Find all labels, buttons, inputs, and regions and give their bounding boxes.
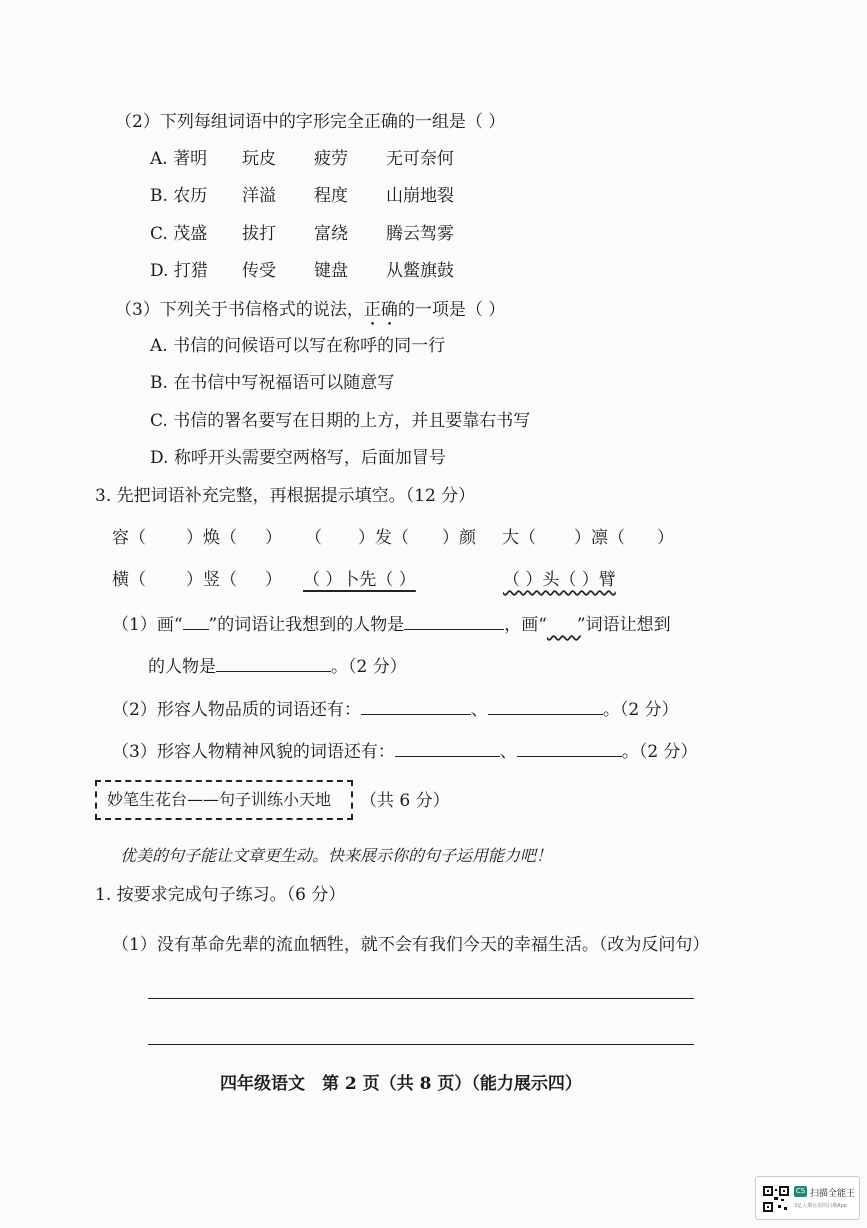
section-intro: 优美的句子能让文章更生动。快来展示你的句子运用能力吧！ bbox=[120, 846, 553, 865]
task-3-sub-2 bbox=[112, 700, 679, 719]
question-3-prompt-start: （3）下列关于书信格式的说法， bbox=[115, 300, 364, 320]
q3-option-c: C. 书信的署名要写在日期的上方，并且要靠右书写 bbox=[150, 411, 531, 431]
sub1-text: 。（2 分） bbox=[331, 657, 407, 677]
task-3-sub-1-cont bbox=[148, 657, 407, 676]
task-1-title: 1. 按要求完成句子练习。（6 分） bbox=[95, 885, 346, 905]
option-c-word-2: 拔打 bbox=[242, 224, 276, 244]
idiom-piece: 容（ bbox=[112, 528, 146, 548]
option-b-word-2: 洋溢 bbox=[242, 186, 276, 206]
task-3-sub-1 bbox=[112, 615, 671, 634]
sub3-end: 。（2 分） bbox=[621, 742, 698, 762]
section-title: 妙笔生花台——句子训练小天地 bbox=[107, 790, 332, 809]
idiom-piece: （ bbox=[305, 528, 322, 548]
option-b-word-3: 程度 bbox=[314, 186, 348, 206]
sub2-text: （2）形容人物品质的词语还有： bbox=[112, 700, 361, 720]
task-3-sub-3 bbox=[112, 742, 698, 761]
question-3-prompt bbox=[115, 300, 505, 330]
answer-blank[interactable] bbox=[216, 657, 331, 672]
answer-blank[interactable] bbox=[404, 615, 504, 630]
option-d-word-4: 从鳖旗鼓 bbox=[386, 261, 454, 281]
answer-blank[interactable] bbox=[361, 700, 471, 715]
idiom-piece: ）凛（ bbox=[574, 528, 625, 548]
option-a-word-2: 玩皮 bbox=[242, 149, 276, 169]
idiom-piece: 横（ bbox=[112, 570, 146, 590]
answer-blank[interactable] bbox=[517, 742, 622, 757]
option-d-word-3: 键盘 bbox=[314, 261, 348, 281]
sub1-text: （1）画“ bbox=[112, 615, 183, 635]
watermark-sub: 3亿人都在用的扫描App bbox=[794, 1203, 847, 1209]
page-footer: 四年级语文 第 2 页（共 8 页）（能力展示四） bbox=[220, 1074, 582, 1094]
emphasis-correct: 正确 bbox=[363, 300, 398, 320]
idiom-wavy-underlined: （ ）头（ ）臂 bbox=[503, 570, 616, 590]
q3-option-b: B. 在书信中写祝福语可以随意写 bbox=[150, 373, 395, 393]
q3-option-a: A. 书信的问候语可以写在称呼的同一行 bbox=[150, 336, 446, 356]
option-c-label: C. 茂盛 bbox=[150, 224, 208, 244]
idiom-piece: ）焕（ bbox=[186, 528, 237, 548]
option-a-word-3: 疲劳 bbox=[314, 149, 348, 169]
answer-blank[interactable] bbox=[395, 742, 500, 757]
task-3-title: 3. 先把词语补充完整，再根据提示填空。（12 分） bbox=[95, 486, 476, 506]
qr-code-icon bbox=[763, 1186, 789, 1212]
idiom-piece: ） bbox=[265, 570, 282, 590]
wavy-line-sample bbox=[547, 617, 577, 634]
task-1-sub-1: （1）没有革命先辈的流血牺牲，就不会有我们今天的幸福生活。（改为反问句） bbox=[112, 935, 710, 955]
q3-option-d: D. 称呼开头需要空两格写，后面加冒号 bbox=[150, 448, 446, 468]
straight-line-sample bbox=[183, 615, 209, 630]
sub2-end: 。（2 分） bbox=[602, 700, 679, 720]
option-c-word-3: 富绕 bbox=[314, 224, 348, 244]
idiom-piece: ）颜 bbox=[442, 528, 476, 548]
idiom-piece: ） bbox=[657, 528, 674, 548]
sub1-text: ”的词语让我想到的人物是 bbox=[208, 615, 405, 635]
idiom-piece: ）竖（ bbox=[186, 570, 237, 590]
option-d-label: D. 打猎 bbox=[150, 261, 208, 281]
question-2-prompt: （2）下列每组词语中的字形完全正确的一组是（ ） bbox=[115, 112, 506, 132]
question-3-prompt-end: 的一项是（ ） bbox=[397, 300, 506, 320]
camscanner-badge-icon: CS bbox=[795, 1187, 806, 1195]
sub1-text: ”词语让想到 bbox=[576, 615, 671, 635]
section-score: （共 6 分） bbox=[360, 791, 450, 811]
sub3-text: （3）形容人物精神风貌的词语还有： bbox=[112, 742, 395, 762]
sub1-text: 的人物是 bbox=[148, 657, 216, 677]
option-a-word-4: 无可奈何 bbox=[386, 149, 454, 169]
sub2-sep: 、 bbox=[470, 700, 488, 720]
scanner-watermark bbox=[755, 1176, 860, 1220]
option-b-word-4: 山崩地裂 bbox=[386, 186, 454, 206]
option-d-word-2: 传受 bbox=[242, 261, 276, 281]
idiom-piece: 大（ bbox=[502, 528, 536, 548]
answer-line-1[interactable] bbox=[148, 998, 694, 999]
watermark-brand: 扫描全能王 bbox=[810, 1189, 856, 1199]
sub1-text: ，画“ bbox=[504, 615, 547, 635]
idiom-piece: ） bbox=[265, 528, 282, 548]
idiom-piece: ）发（ bbox=[358, 528, 409, 548]
idiom-straight-underlined: （ ）卜先（ ） bbox=[303, 570, 416, 590]
sub3-sep: 、 bbox=[499, 742, 517, 762]
option-a-label: A. 著明 bbox=[150, 149, 208, 169]
answer-blank[interactable] bbox=[488, 700, 603, 715]
option-b-label: B. 农历 bbox=[150, 186, 208, 206]
answer-line-2[interactable] bbox=[148, 1044, 694, 1045]
option-c-word-4: 腾云驾雾 bbox=[386, 224, 454, 244]
